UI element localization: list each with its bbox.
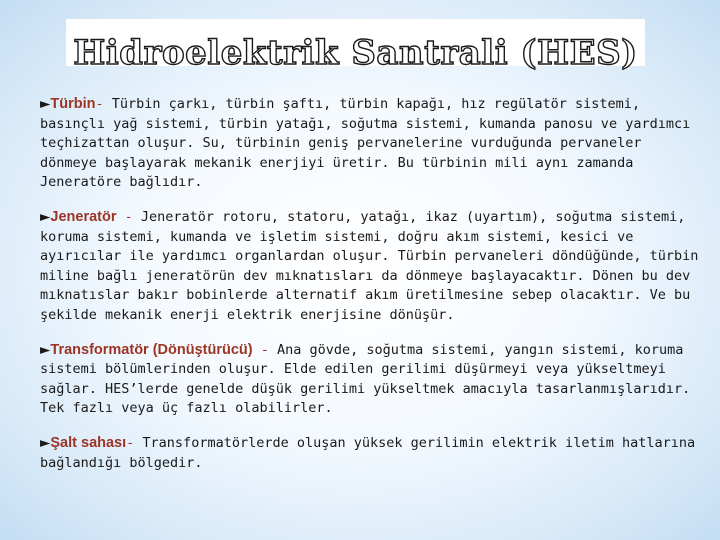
arrow-bullet-icon: ► xyxy=(40,208,51,225)
heading-separator: - xyxy=(252,341,277,358)
paragraph-text: Türbin çarkı, türbin şaftı, türbin kapağı, hız regülatör sistemi, basınçlı yağ sistemi, türbin yatağı, soğutma sistemi, kumanda panosu ve yardımcı teçhizattan oluşur. Su, türbinin geniş pervanelerine vurduğunda pervaneler dönmeye başlayarak mekanik enerjiyi üretir. Bu türbinin mili aynı zamanda Jeneratöre bağlıdır. xyxy=(40,96,691,191)
arrow-bullet-icon: ► xyxy=(40,96,51,112)
heading-separator: - xyxy=(126,434,143,451)
paragraph-heading: Şalt sahası xyxy=(50,434,127,451)
paragraph-salt-sahasi xyxy=(40,434,700,473)
title-box xyxy=(66,19,645,73)
heading-separator: - xyxy=(116,208,141,225)
paragraph-text: Transformatörlerde oluşan yüksek gerilimin elektrik iletim hatlarına bağlandığı bölgedir. xyxy=(40,434,696,471)
content-body xyxy=(40,95,700,488)
paragraph-text: Jeneratör rotoru, statoru, yatağı, ikaz (uyartım), soğutma sistemi, koruma sistemi, kumanda ve işletim sistemi, doğru akım sistemi, kesici ve ayırıcılar ile yardımcı organlardan oluşur. Türbin pervaneleri döndüğünde, türbin miline bağlı jeneratörün dev mıknatısları da dönmeye başlayacaktır. Dönen bu dev mıknatıslar bakır bobinlerde alternatif akım üretilmesine sebep olacaktır. Ve bu şekilde mekanik enerji elektrik enerjisine dönüşür. xyxy=(40,208,699,323)
paragraph-turbin xyxy=(40,95,700,193)
paragraph-jenerator xyxy=(40,208,700,326)
paragraph-text: Ana gövde, soğutma sistemi, yangın sistemi, koruma sistemi bölümlerinden oluşur. Elde edilen gerilimi düşürmeyi veya yükseltmeyi sağlar. HES’lerde genelde düşük gerilimi yükseltmek amacıyla tasarlanmışlarıdır. Tek fazlı veya üç fazlı olabilirler. xyxy=(40,341,691,417)
paragraph-heading: Jeneratör xyxy=(50,208,117,225)
arrow-bullet-icon: ► xyxy=(40,341,51,358)
paragraph-heading: Türbin xyxy=(50,96,96,112)
paragraph-transformator xyxy=(40,341,700,419)
page-title: Hidroelektrik Santrali (HES) xyxy=(73,33,638,73)
heading-separator: - xyxy=(95,96,112,112)
arrow-bullet-icon: ► xyxy=(40,434,51,451)
paragraph-heading: Transformatör (Dönüştürücü) xyxy=(50,341,253,358)
